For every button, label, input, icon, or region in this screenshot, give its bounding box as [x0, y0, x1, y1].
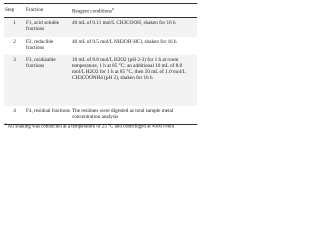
header-step: Step	[4, 4, 25, 18]
table-row	[4, 55, 197, 106]
header-conditions-footnote-mark: a	[111, 7, 114, 11]
table-row	[4, 37, 197, 55]
table-footnote	[5, 124, 197, 131]
header-conditions-label: Reagent conditions	[72, 8, 112, 15]
footnote-mark: a	[5, 122, 7, 126]
header-conditions	[71, 4, 197, 18]
table-row	[4, 18, 197, 38]
table-header-row	[4, 4, 197, 18]
header-fraction: Fraction	[25, 4, 71, 18]
conditions-cell: 40 mL of 0.5 mol/L NH2OH·HCl, shaken for 16 h	[71, 37, 197, 55]
conditions-cell: The residues were digested as total sample metal concentration analysis	[71, 106, 197, 125]
fraction-cell: F3, oxidizable fractions	[25, 55, 71, 106]
step-cell: 2	[4, 37, 25, 55]
footnote-text: All shaking was conducted at a temperature of 25 °C and centrifuged at 4000 r/min	[7, 124, 175, 130]
conditions-cell: 10 mL of 8.8 mol/L H2O2 (pH 2-3) for 1 h at room temperature, 1 h at 85 °C; an additional 10 mL of 8.8 mol/L H2O2 for 1 h at 85 °C, then 50 mL of 1.0 mol/L CH3COONH4 (pH 2), shaken for 16 h	[71, 55, 197, 106]
fraction-cell: F1, acid soluble fractions	[25, 18, 71, 38]
fractionation-table	[4, 3, 197, 125]
fraction-cell: F4, residual fractions	[25, 106, 71, 125]
step-cell: 3	[4, 55, 25, 106]
step-cell: 4	[4, 106, 25, 125]
conditions-cell: 40 mL of 0.11 mol/L CH3COOH, shaken for 16 h	[71, 18, 197, 38]
table-row	[4, 106, 197, 125]
fraction-cell: F2, reducible fractions	[25, 37, 71, 55]
step-cell: 1	[4, 18, 25, 38]
